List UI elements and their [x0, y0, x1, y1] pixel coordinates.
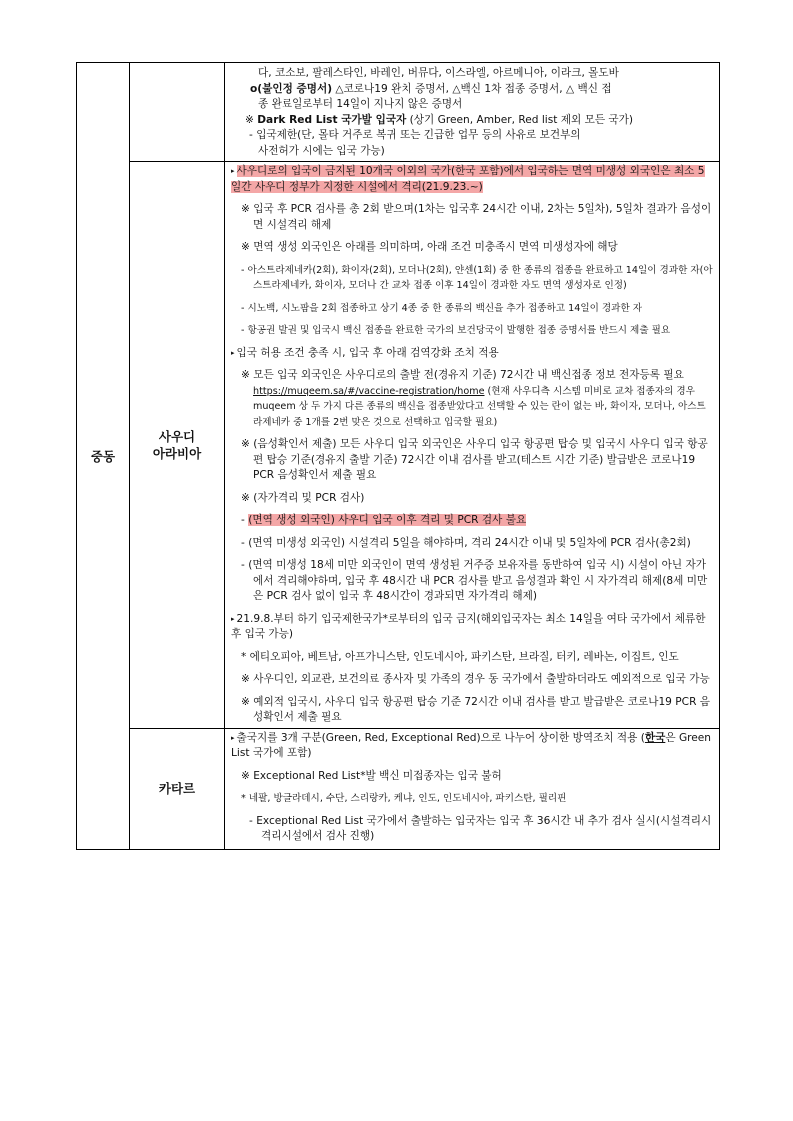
note-mark: ※: [245, 113, 258, 126]
travel-policy-table: [76, 62, 720, 850]
bullet-paragraph: [231, 731, 713, 762]
country-cell-blank: [130, 63, 225, 162]
dash-paragraph: - 항공권 발권 및 입국시 백신 접종을 완료한 국가의 보건당국이 발행한 접종 증명서를 반드시 제출 필요: [241, 325, 671, 336]
country-name: 카타르: [158, 781, 196, 796]
bullet-icon: ▸: [231, 167, 235, 175]
dash-paragraph: - 아스트라제네카(2회), 화이자(2회), 모더나(2회), 얀센(1회) 중 한 종류의 접종을 완료하고 14일이 경과한 자(아스트라제네카, 화이자, 모더나 간 교차 접종 이후 14일이 경과한 자도 면역 생성자로 인정): [241, 264, 713, 291]
list-paragraph: * 에티오피아, 베트남, 아프가니스탄, 인도네시아, 파키스탄, 브라질, 터키, 레바논, 이집트, 인도: [241, 650, 679, 663]
text-span: 입국 허용 조건 충족 시, 입국 후 아래 검역강화 조치 적용: [236, 346, 499, 359]
note-paragraph: ※ 사우디인, 외교관, 보건의료 종사자 및 가족의 경우 동 국가에서 출발하더라도 예외적으로 입국 가능: [241, 673, 710, 685]
country-cell: [130, 728, 225, 849]
content-cell: [225, 728, 720, 849]
text-span: 21.9.8.부터 하기 입국제한국가*로부터의 입국 금지(해외입국자는 최소 14일을 여타 국가에서 체류한 후 입국 가능): [231, 612, 706, 640]
bullet-paragraph: [231, 346, 713, 362]
region-cell: [77, 63, 130, 850]
bullet-icon: ▸: [231, 614, 235, 623]
country-name: 사우디 아라비아: [152, 428, 202, 461]
note-paragraph: [231, 368, 713, 430]
bullet-icon: ▸: [231, 733, 235, 742]
note-paragraph: ※ (자가격리 및 PCR 검사): [241, 491, 365, 504]
text-span: (상기 Green, Amber, Red list 제외 모든 국가): [406, 113, 634, 126]
text-line: 다, 코소보, 팔레스타인, 바레인, 버뮤다, 이스라엘, 아르메니아, 이라크, 몰도바: [258, 67, 619, 79]
note-line: [231, 113, 713, 129]
list-paragraph: * 네팔, 방글라데시, 수단, 스리랑카, 케냐, 인도, 인도네시아, 파키스탄, 필리핀: [241, 793, 567, 804]
note-paragraph: ※ 면역 생성 외국인은 아래를 의미하며, 아래 조건 미충족시 면역 미생성자에 해당: [241, 241, 618, 253]
bullet-icon: ▸: [231, 348, 235, 357]
text-line: - 입국제한(단, 몰타 거주로 복귀 또는 긴급한 업무 등의 사유로 보건부의: [249, 129, 581, 141]
dash-paragraph: [231, 513, 713, 529]
table-row: [77, 728, 720, 849]
dash-mark: -: [241, 514, 249, 526]
region-label: 중동: [90, 448, 116, 464]
text-span: ※ 모든 입국 외국인은 사우디로의 출발 전(경유지 기준) 72시간 내 백신접종 정보 전자등록 필요: [241, 369, 684, 381]
country-cell: [130, 162, 225, 729]
note-paragraph: ※ 입국 후 PCR 검사를 총 2회 받으며(1차는 입국후 24시간 이내, 2차는 5일차), 5일차 결과가 음성이면 시설격리 해제: [241, 203, 712, 231]
content-cell: [225, 162, 720, 729]
dash-paragraph: - (면역 미생성 외국인) 시설격리 5일을 해야하며, 격리 24시간 이내 및 5일차에 PCR 검사(총2회): [241, 536, 691, 549]
note-paragraph: ※ 예외적 입국시, 사우디 입국 항공편 탑승 기준 72시간 이내 검사를 받고 발급받은 코로나19 PCR 음성확인서 제출 필요: [241, 695, 711, 723]
bullet-paragraph: [231, 164, 713, 195]
text-line: 사전허가 시에는 입국 가능): [258, 144, 385, 157]
dash-paragraph: - 시노백, 시노팜을 2회 접종하고 상기 4종 중 한 종류의 백신을 추가 접종하고 14일이 경과한 자: [241, 302, 643, 314]
highlighted-text: 사우디로의 입국이 금지된 10개국 이외의 국가(한국 포함)에서 입국하는 면역 미생성 외국인은 최소 5일간 사우디 정부가 지정한 시설에서 격리(21.9.23.~): [231, 165, 705, 193]
dash-paragraph: - Exceptional Red List 국가에서 출발하는 입국자는 입국 후 36시간 내 추가 검사 실시(시설격리시 격리시설에서 검사 진행): [249, 814, 712, 842]
text-span: (현재 사우디측 시스템 미비로 교차 접종자의 경우 muqeem 상 두 가지 다른 종류의 백신을 접종받았다고 선택할 수 있는 란이 없는 바, 화이자, 모더나, 아스트라제네카 중 1개를 2번 맞은 것으로 선택하고 입국할 필요): [253, 385, 706, 428]
text-span: 출국지를 3개 구분(Green, Red, Exceptional Red)으로 나누어 상이한 방역조치 적용 (: [236, 731, 645, 744]
note-paragraph: ※ Exceptional Red List*발 백신 미접종자는 입국 불허: [241, 769, 502, 782]
registration-link[interactable]: https://muqeem.sa/#/vaccine-registration/home: [253, 385, 485, 397]
text-line: 종 완료일로부터 14일이 지나지 않은 증명서: [258, 98, 463, 110]
content-cell: [225, 63, 720, 162]
bold-text: o(불인정 증명서): [250, 82, 333, 95]
dash-paragraph: - (면역 미생성 18세 미만 외국인이 면역 생성된 거주증 보유자를 동반하여 입국 시) 시설이 아닌 자가에서 격리해야하며, 입국 후 48시간 내 PCR 검사를 받고 음성결과 확인 시 자가격리 해제(8세 미만은 PCR 검사 없이 입국 후 48시간이 경과되면 자가격리 해제): [241, 559, 708, 602]
text-span: 은 Green List 국가에 포함): [231, 731, 712, 759]
bullet-paragraph: [231, 612, 713, 643]
note-paragraph: ※ (음성확인서 제출) 모든 사우디 입국 외국인은 사우디 입국 항공편 탑승 및 입국시 사우디 입국 항공편 탑승 기준(경유지 출발 기준) 72시간 이내 검사를 받고(테스트 시간 기준) 발급받은 코로나19 PCR 음성확인서 제출 필요: [241, 438, 708, 481]
text-span: △코로나19 완치 증명서, △백신 1차 접종 증명서, △ 백신 접: [332, 82, 612, 95]
table-row: [77, 162, 720, 729]
text-line: [231, 82, 713, 98]
highlighted-text: (면역 생성 외국인) 사우디 입국 이후 격리 및 PCR 검사 불요: [248, 514, 527, 526]
bold-text: Dark Red List 국가발 입국자: [257, 113, 407, 126]
bold-text: 한국: [644, 731, 666, 744]
table-row: [77, 63, 720, 162]
